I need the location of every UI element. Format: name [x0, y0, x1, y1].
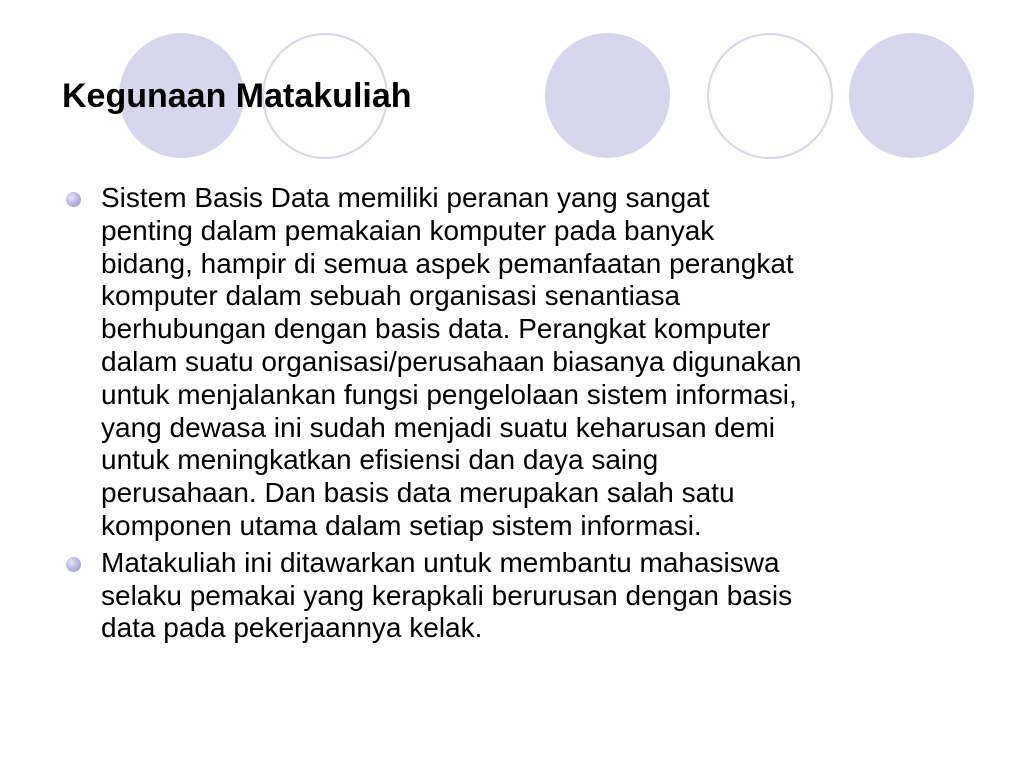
text-line: penting dalam pemakaian komputer pada banyak	[101, 214, 715, 246]
text-line: selaku pemakai yang kerapkali berurusan dengan basis	[101, 579, 793, 611]
slide-title: Kegunaan Matakuliah	[62, 77, 412, 115]
text-line: untuk meningkatkan efisiensi dan daya saing	[101, 444, 659, 476]
text-line: bidang, hampir di semua aspek pemanfaatan perangkat	[101, 247, 794, 279]
bullet-list	[66, 182, 966, 649]
bullet-text	[101, 182, 966, 543]
bullet-icon	[66, 192, 81, 207]
decorative-circle-filled	[545, 33, 670, 158]
text-line: perusahaan. Dan basis data merupakan salah satu	[101, 477, 735, 509]
text-line: dalam suatu organisasi/perusahaan biasanya digunakan	[101, 345, 802, 377]
bullet-item	[66, 547, 966, 645]
decorative-circle-filled	[849, 33, 974, 158]
text-line: yang dewasa ini sudah menjadi suatu keharusan demi	[101, 411, 775, 443]
bullet-item	[66, 182, 966, 543]
text-line: Sistem Basis Data memiliki peranan yang sangat	[101, 182, 710, 213]
bullet-text	[101, 547, 966, 645]
text-line: data pada pekerjaannya kelak.	[101, 612, 483, 644]
text-line: Matakuliah ini ditawarkan untuk membantu mahasiswa	[101, 546, 780, 578]
text-line: komponen utama dalam setiap sistem informasi.	[101, 509, 702, 541]
decorative-circle-outline	[707, 33, 833, 159]
bullet-icon	[66, 557, 81, 572]
text-line: berhubungan dengan basis data. Perangkat komputer	[101, 313, 771, 345]
text-line: komputer dalam sebuah organisasi senantiasa	[101, 280, 681, 312]
text-line: untuk menjalankan fungsi pengelolaan sistem informasi,	[101, 378, 797, 410]
